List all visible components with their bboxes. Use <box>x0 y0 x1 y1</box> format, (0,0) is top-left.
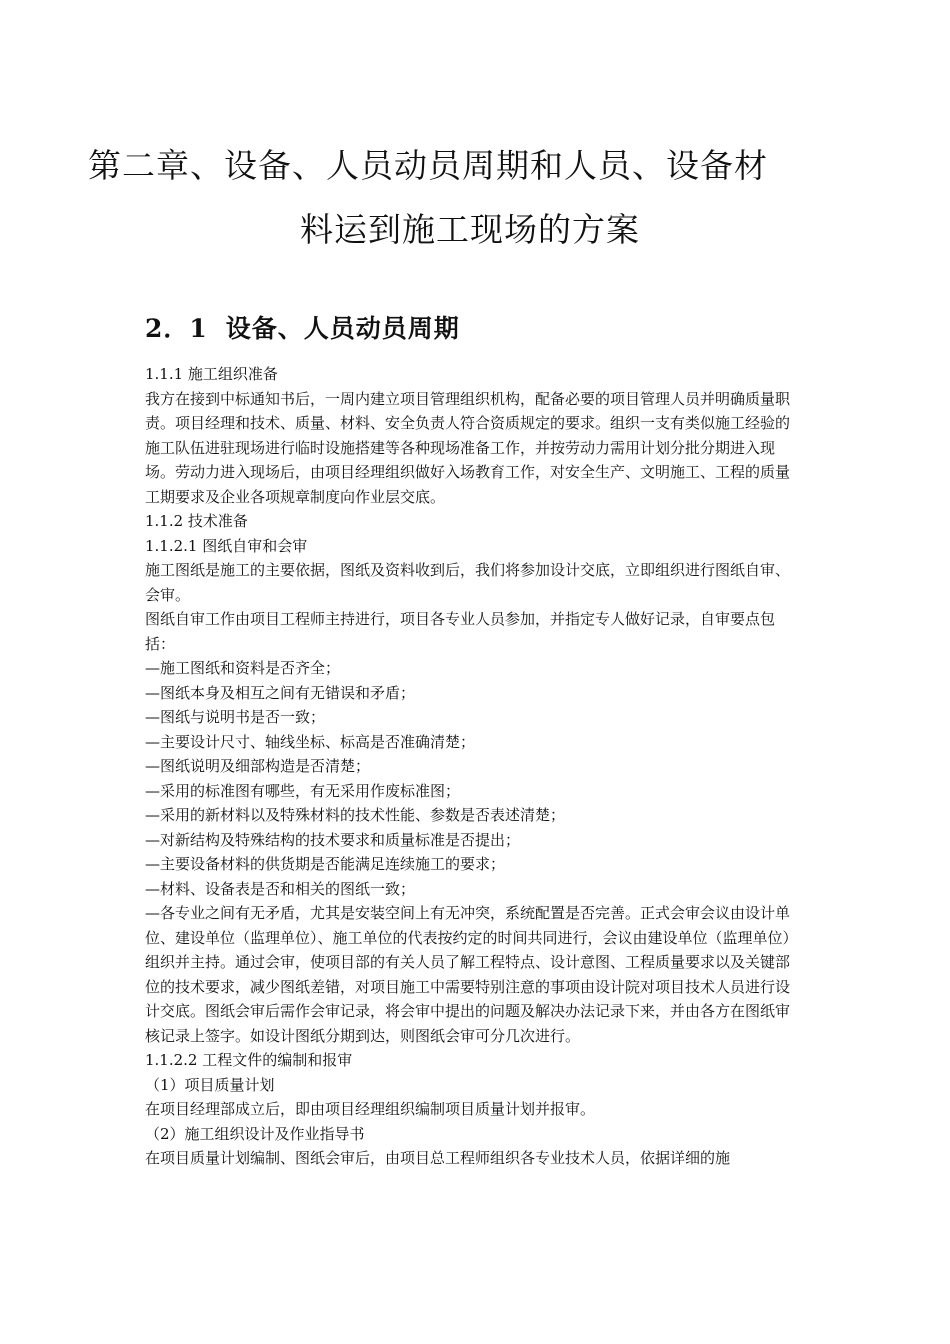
list-item: —采用的新材料以及特殊材料的技术性能、参数是否表述清楚； <box>145 806 566 824</box>
list-item: —采用的标准图有哪些，有无采用作废标准图； <box>145 781 461 800</box>
list-item: —图纸与说明书是否一致； <box>145 708 326 726</box>
list-item: —对新结构及特殊结构的技术要求和质量标准是否提出； <box>145 830 521 849</box>
chapter-title-line2: 料运到施工现场的方案 <box>300 210 640 250</box>
section-title <box>145 309 460 349</box>
paragraph-organization-prep: 我方在接到中标通知书后，一周内建立项目管理组织机构，配备必要的项目管理人员并明确质量职责。项目经理和技术、质量、材料、安全负责人符合资质规定的要求。组织一支有类似施工经验的施工队伍进驻现场进行临时设施搭建等各种现场准备工作，并按劳动力需用计划分批分期进入现场。劳动力进入现场后，由项目经理组织做好入场教育工作，对安全生产、文明施工、工程的质量工期要求及企业各项规章制度向作业层交底。 <box>145 389 791 506</box>
heading-1-1-2-2: 1.1.2.2 工程文件的编制和报审 <box>145 1051 353 1069</box>
paragraph-drawing-basis: 施工图纸是施工的主要依据，图纸及资料收到后，我们将参加设计交底，立即组织进行图纸自审、会审。 <box>145 561 791 604</box>
section-title-text: 设备、人员动员周期 <box>225 313 460 343</box>
section-number: 2．1 <box>145 313 208 343</box>
list-item: —主要设计尺寸、轴线坐标、标高是否准确清楚； <box>145 732 476 751</box>
list-item: —图纸说明及细部构造是否清楚； <box>145 757 371 775</box>
chapter-title <box>88 134 848 262</box>
list-item: —主要设备材料的供货期是否能满足连续施工的要求； <box>145 855 506 873</box>
heading-1-1-2: 1.1.2 技术准备 <box>145 512 248 530</box>
subheading-construction-design: （2）施工组织设计及作业指导书 <box>145 1124 365 1143</box>
body-text <box>145 362 800 1171</box>
paragraph-construction-design: 在项目质量计划编制、图纸会审后，由项目总工程师组织各专业技术人员，依据详细的施 <box>145 1149 731 1167</box>
heading-1-1-1: 1.1.1 施工组织准备 <box>145 365 278 383</box>
paragraph-quality-plan: 在项目经理部成立后，即由项目经理组织编制项目质量计划并报审。 <box>145 1100 596 1118</box>
list-item: —材料、设备表是否和相关的图纸一致； <box>145 879 416 898</box>
paragraph-joint-review: —各专业之间有无矛盾，尤其是安装空间上有无冲突，系统配置是否完善。正式会审会议由设计单位、建设单位（监理单位）、施工单位的代表按约定的时间共同进行，会议由建设单位（监理单位）组织并主持。通过会审，使项目部的有关人员了解工程特点、设计意图、工程质量要求以及关键部位的技术要求，减少图纸差错，对项目施工中需要特别注意的事项由设计院对项目技术人员进行设计交底。图纸会审后需作会审记录，将会审中提出的问题及解决办法记录下来，并由各方在图纸审核记录上签字。如设计图纸分期到达，则图纸会审可分几次进行。 <box>145 904 798 1045</box>
chapter-title-line1: 第二章、设备、人员动员周期和人员、设备材 <box>88 146 768 186</box>
subheading-quality-plan: （1）项目质量计划 <box>145 1075 275 1094</box>
paragraph-self-review: 图纸自审工作由项目工程师主持进行，项目各专业人员参加，并指定专人做好记录，自审要点包括： <box>145 610 776 653</box>
list-item: —图纸本身及相互之间有无错误和矛盾； <box>145 683 416 702</box>
heading-1-1-2-1: 1.1.2.1 图纸自审和会审 <box>145 536 308 555</box>
list-item: —施工图纸和资料是否齐全； <box>145 659 341 677</box>
